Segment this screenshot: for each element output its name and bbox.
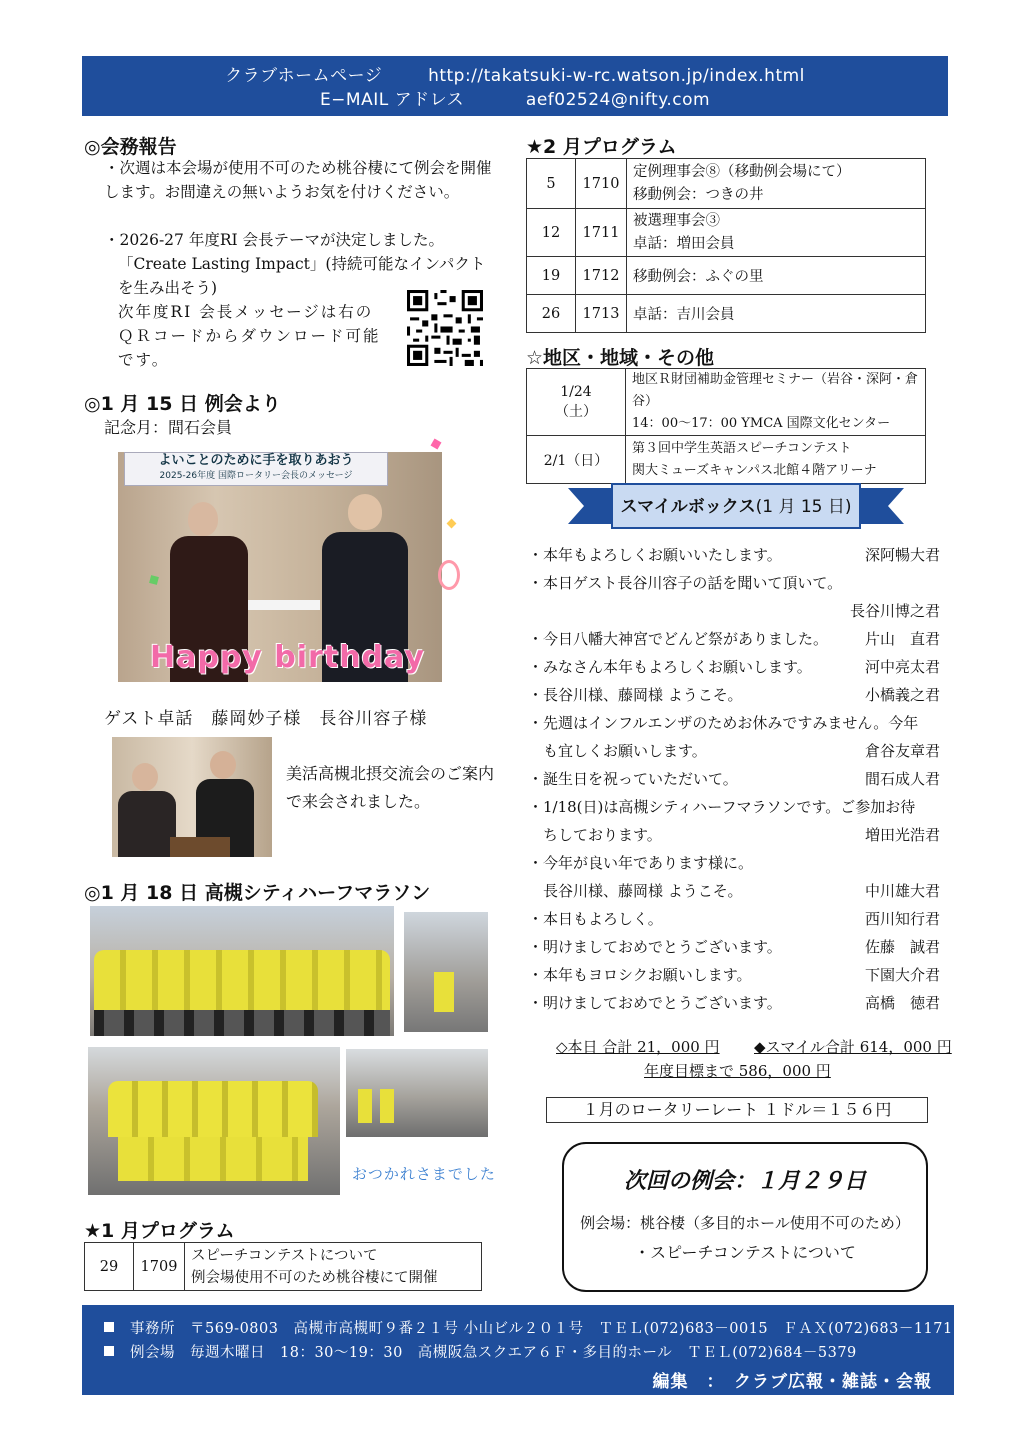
member-name: 増田光浩君 [864, 826, 940, 844]
list-item: ・本日もよろしく。 [528, 910, 663, 928]
banner-in-photo-text: よいことのために手を取りあおう [158, 453, 354, 468]
event-weekday: （土） [555, 404, 597, 420]
table-cell-content [185, 1243, 482, 1291]
list-item: ちしております。 [528, 826, 662, 844]
program-line2: 移動例会：つきの井 [633, 186, 764, 203]
banner-in-photo-sub: 2025-26年度 国際ロータリー会長のメッセージ [159, 471, 353, 481]
confetti-icon [438, 560, 460, 590]
list-item: ・長谷川様、藤岡様 ようこそ。 [528, 686, 743, 704]
footer-office [104, 1317, 953, 1338]
member-name: 西川知行君 [864, 910, 940, 928]
kaimu-p2b: 「Create Lasting Impact」(持続可能なインパクトを生み出そう) [118, 255, 486, 297]
table-cell-content: 卓話：吉川会員 [627, 295, 926, 333]
member-name: 長谷川博之君 [849, 602, 940, 620]
footer-venue [104, 1341, 857, 1362]
kinen-text: 記念月：間石会員 [104, 418, 233, 437]
feb-program-table [526, 158, 926, 333]
event-line1: 地区Ｒ財団補助金管理セミナー（岩谷・深阿・倉谷） [632, 372, 919, 409]
member-name: 片山 直君 [864, 630, 940, 648]
yellow-jackets-front [118, 1137, 308, 1181]
birthday-photo [118, 452, 442, 682]
confetti-icon [447, 519, 457, 529]
kaimu-p2c: 次年度RI 会長メッセージは右のＱＲコードからダウンロード可能です。 [118, 303, 381, 369]
total-smile: ◆スマイル合計 614，000 円 [754, 1038, 952, 1056]
member-name: 深阿暢大君 [864, 546, 940, 564]
year-target: 年度目標まで 586，000 円 [644, 1062, 831, 1080]
email-label: E−MAIL アドレス [319, 90, 465, 110]
list-item: 長谷川様、藤岡様 ようこそ。 [528, 882, 743, 900]
guest-title: ゲスト卓話 藤岡妙子様 長谷川容子様 [104, 709, 428, 729]
footer-venue-text: 例会場 毎週木曜日 18：30～19：30 高槻阪急スクエア６Ｆ・多目的ホール ＴＥＬ(072)684－5379 [130, 1345, 857, 1361]
runner [358, 1089, 372, 1123]
smile-list [528, 541, 940, 1021]
next-meeting-venue: 例会場：桃谷棲（多目的ホール使用不可のため） [580, 1214, 910, 1232]
table-cell-no: 1709 [134, 1243, 185, 1291]
email-address[interactable]: aef02524@nifty.com [525, 90, 711, 110]
yellow-jackets-group [108, 1081, 318, 1137]
next-meeting-title: 次回の例会：１月２９日 [623, 1169, 866, 1194]
program-line1: スピーチコンテストについて [191, 1247, 378, 1264]
marathon-photo-runners2 [346, 1049, 488, 1137]
member-name: 間石成人君 [864, 770, 940, 788]
footer-office-text: 事務所 〒569-0803 高槻市高槻町９番２１号 小山ビル２０１号 ＴＥＬ(072)683－0015 ＦＡＸ(072)683－1171 [130, 1321, 953, 1337]
member-name: 小橋義之君 [864, 686, 940, 704]
person-head [348, 494, 382, 530]
member-name: 中川雄大君 [864, 882, 940, 900]
member-name: 倉谷友章君 [864, 742, 940, 760]
feb-program-title: ★2 月プログラム [526, 136, 677, 158]
smile-title [612, 492, 860, 517]
guest-desc: 美活高槻北摂交流会のご案内で来会されました。 [286, 764, 495, 811]
list-item: ・みなさん本年もよろしくお願いします。 [528, 658, 812, 676]
square-bullet-icon [104, 1322, 114, 1332]
program-line2: 例会場使用不可のため桃谷棲にて開催 [191, 1269, 438, 1286]
homepage-url[interactable]: http://takatsuki-w-rc.watson.jp/index.html [428, 66, 805, 86]
marathon-photo-group1 [90, 906, 394, 1036]
person-head [188, 502, 218, 536]
table-cell-content [627, 159, 926, 209]
list-item: ・今日八幡大神宮でどんど祭がありました。 [528, 630, 829, 648]
event-date: 1/24 [560, 384, 592, 400]
list-item: ・先週はインフルエンザのためお休みですみません。今年 [528, 714, 919, 732]
list-item: ・明けましておめでとうございます。 [528, 994, 782, 1012]
list-item: ・本年もよろしくお願いいたします。 [528, 546, 782, 564]
total-today: ◇本日 合計 21，000 円 [556, 1038, 720, 1056]
table-cell-day: 29 [85, 1243, 134, 1291]
table-cell-day: 12 [527, 209, 576, 257]
table-cell-date: 2/1（日） [527, 436, 626, 484]
event-line2: 14：00～17：00 YMCA 国際文化センター [632, 416, 891, 431]
yellow-jackets-group [94, 950, 390, 1010]
next-meeting-box [562, 1142, 928, 1292]
table-cell-day: 19 [527, 257, 576, 295]
table-row [527, 295, 926, 333]
email-row [82, 88, 948, 112]
member-name: 河中亮太君 [864, 658, 940, 676]
kaimu-p1: ・次週は本会場が使用不可のため桃谷棲にて例会を開催します。お間違えの無いようお気を付けください。 [104, 159, 492, 201]
member-name: 下園大介君 [864, 966, 940, 984]
header-banner [82, 56, 948, 116]
table-cell-no: 1712 [576, 257, 627, 295]
homepage-label: クラブホームページ [225, 66, 383, 86]
list-item: ・誕生日を祝っていただいて。 [528, 770, 738, 788]
table-cell-day: 5 [527, 159, 576, 209]
person-head [210, 751, 236, 779]
list-item: ・本日ゲスト長谷川容子の話を聞いて頂いて。 [528, 574, 843, 592]
marathon-caption: おつかれさまでした [352, 1165, 496, 1183]
program-line2: 卓話：増田会員 [633, 235, 735, 252]
table-cell-content [626, 369, 926, 436]
banner-in-photo [124, 452, 388, 486]
event-line2: 関大ミューズキャンパス北館４階アリーナ [632, 462, 877, 478]
envelope [248, 600, 320, 610]
podium [170, 837, 230, 857]
smile-title-date: (1 月 15 日) [755, 497, 852, 517]
marathon-photo-group2 [88, 1047, 340, 1195]
person-body [118, 791, 176, 857]
jan-program-table [84, 1242, 482, 1291]
list-item: ・本年もヨロシクお願いします。 [528, 966, 752, 984]
happy-birthday-text: Happy birthday [150, 640, 425, 675]
runner [434, 972, 454, 1012]
member-name: 高橋 徳君 [864, 994, 940, 1012]
list-item: ・明けましておめでとうございます。 [528, 938, 782, 956]
table-cell-date [527, 369, 626, 436]
program-line1: 定例理事会⑧（移動例会場にて） [633, 163, 851, 180]
marathon-photo-runners1 [404, 912, 488, 1032]
guest-photo [112, 737, 272, 857]
confetti-icon [431, 439, 442, 450]
legs [94, 1010, 390, 1036]
table-cell-no: 1713 [576, 295, 627, 333]
list-item: ・今年が良い年であります様に。 [528, 854, 754, 872]
rotary-rate: １月のロータリーレート １ドル＝１５６円 [546, 1097, 928, 1123]
list-item: ・1/18(日)は高槻シティハーフマラソンです。ご参加お待 [528, 798, 916, 816]
smile-title-text: スマイルボックス [620, 497, 756, 517]
table-cell-no: 1711 [576, 209, 627, 257]
person-head [132, 763, 158, 791]
table-cell-content [626, 436, 926, 484]
event-line1: 第３回中学生英語スピーチコンテスト [632, 440, 852, 456]
table-cell-no: 1710 [576, 159, 627, 209]
meeting-title: ◎1 月 15 日 例会より [84, 393, 281, 415]
footer [82, 1305, 954, 1395]
table-row [527, 369, 926, 436]
program-line1: 被選理事会③ [633, 212, 720, 229]
table-cell-day: 26 [527, 295, 576, 333]
list-item: も宜しくお願いします。 [528, 742, 707, 760]
table-row [527, 159, 926, 209]
marathon-title: ◎1 月 18 日 高槻シティハーフマラソン [84, 882, 431, 904]
table-row [527, 257, 926, 295]
kaimu-title: ◎会務報告 [84, 136, 177, 158]
district-title: ☆地区・地域・その他 [526, 347, 715, 369]
district-table [526, 368, 926, 484]
table-cell-content [627, 209, 926, 257]
table-cell-content: 移動例会：ふぐの里 [627, 257, 926, 295]
table-row [85, 1243, 482, 1291]
kaimu-p2a: ・2026-27 年度RI 会長テーマが決定しました。 [104, 231, 445, 249]
homepage-row [82, 64, 948, 88]
qr-code-icon[interactable] [406, 290, 484, 366]
member-name: 佐藤 誠君 [864, 938, 940, 956]
table-row [527, 436, 926, 484]
footer-editor: 編集 ： クラブ広報・雑誌・会報 [652, 1372, 932, 1392]
table-row [527, 209, 926, 257]
next-meeting-topic: ・スピーチコンテストについて [634, 1243, 856, 1262]
jan-program-title: ★1 月プログラム [84, 1220, 235, 1242]
square-bullet-icon [104, 1346, 114, 1356]
runner [380, 1089, 394, 1123]
